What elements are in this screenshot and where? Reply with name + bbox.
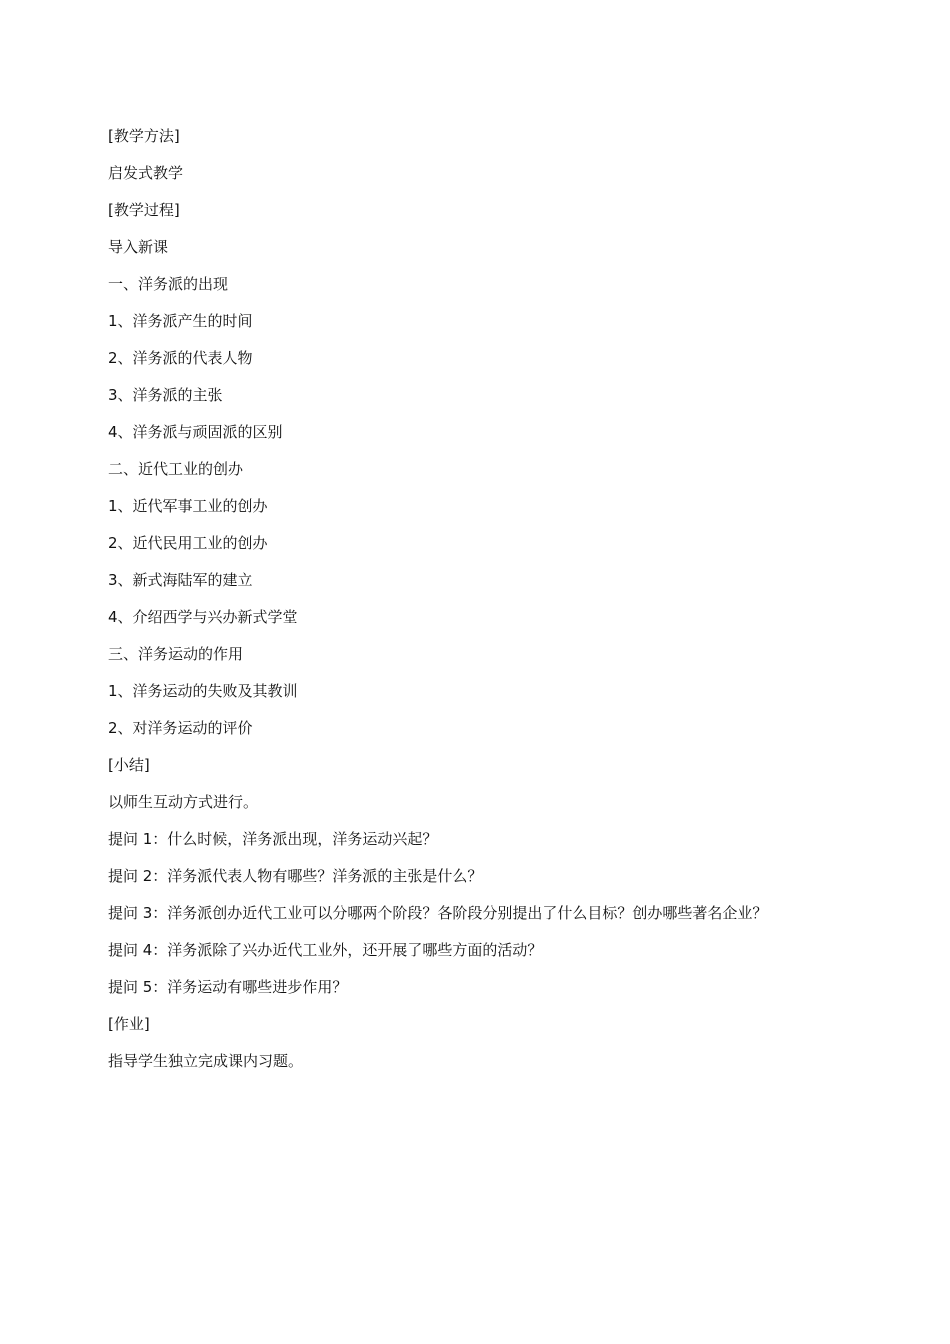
- outline-heading-3: 三、洋务运动的作用: [108, 645, 244, 663]
- outline-item: 2、近代民用工业的创办: [108, 534, 268, 552]
- outline-item: 2、洋务派的代表人物: [108, 349, 253, 367]
- question-item: 提问 3：洋务派创办近代工业可以分哪两个阶段？各阶段分别提出了什么目标？创办哪些著名企业？: [108, 904, 768, 922]
- paragraph-homework: 指导学生独立完成课内习题。: [108, 1052, 304, 1070]
- question-item: 提问 1：什么时候，洋务派出现，洋务运动兴起？: [108, 830, 438, 848]
- outline-item: 1、洋务运动的失败及其教训: [108, 682, 298, 700]
- outline-item: 1、近代军事工业的创办: [108, 497, 268, 515]
- outline-item: 3、洋务派的主张: [108, 386, 223, 404]
- outline-item: 4、介绍西学与兴办新式学堂: [108, 608, 298, 626]
- paragraph-summary: 以师生互动方式进行。: [108, 793, 259, 811]
- paragraph-teaching-method: 启发式教学: [108, 164, 184, 182]
- question-item: 提问 5：洋务运动有哪些进步作用？: [108, 978, 348, 996]
- section-heading-teaching-process: [教学过程]: [108, 201, 180, 219]
- outline-item: 3、新式海陆军的建立: [108, 571, 253, 589]
- outline-item: 4、洋务派与顽固派的区别: [108, 423, 283, 441]
- question-item: 提问 4：洋务派除了兴办近代工业外，还开展了哪些方面的活动？: [108, 941, 543, 959]
- paragraph-intro: 导入新课: [108, 238, 169, 256]
- document-body: [108, 124, 868, 1086]
- outline-item: 2、对洋务运动的评价: [108, 719, 253, 737]
- section-heading-homework: [作业]: [108, 1015, 150, 1033]
- outline-heading-2: 二、近代工业的创办: [108, 460, 244, 478]
- section-heading-teaching-method: [教学方法]: [108, 127, 180, 145]
- outline-heading-1: 一、洋务派的出现: [108, 275, 229, 293]
- section-heading-summary: [小结]: [108, 756, 150, 774]
- outline-item: 1、洋务派产生的时间: [108, 312, 253, 330]
- question-item: 提问 2：洋务派代表人物有哪些？洋务派的主张是什么？: [108, 867, 483, 885]
